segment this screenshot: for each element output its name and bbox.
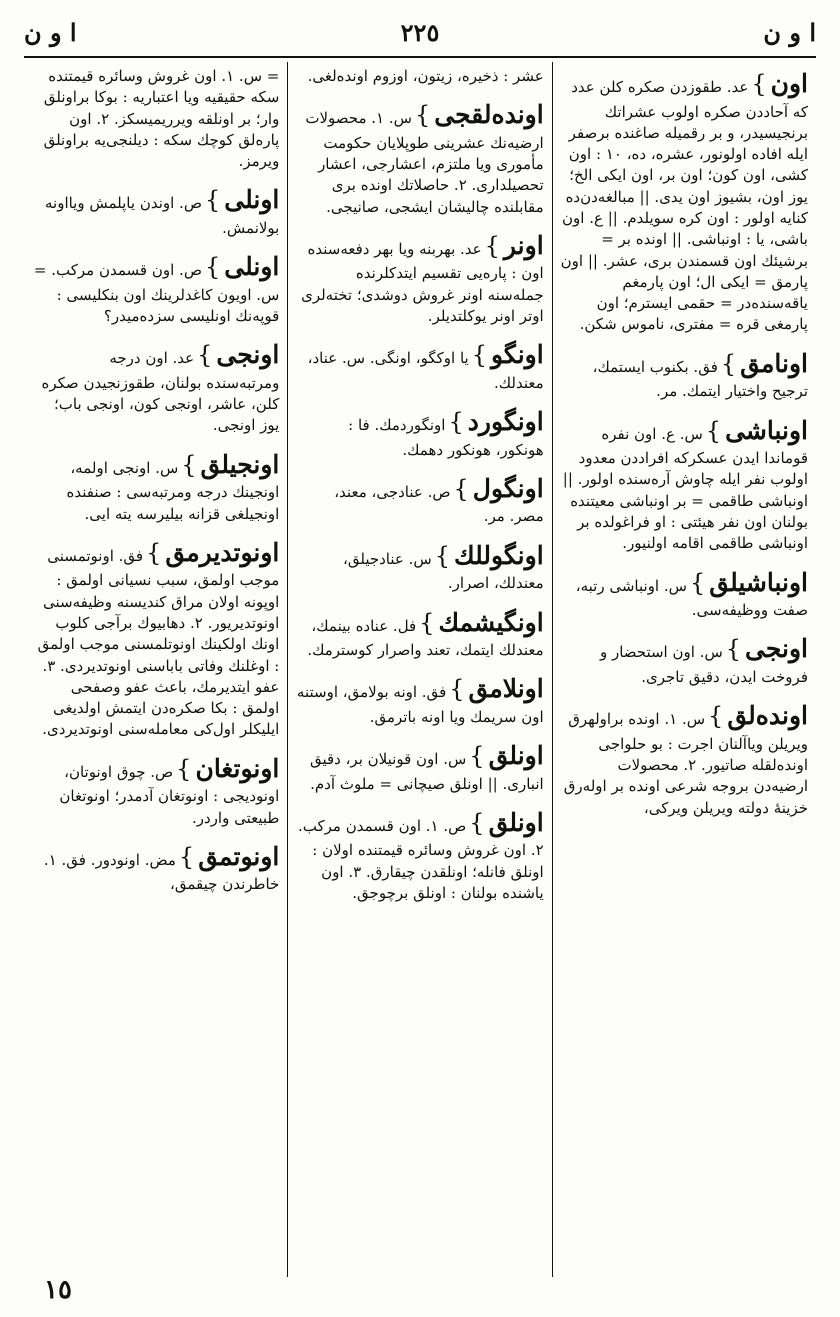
- entry-headword: اونلی: [224, 252, 280, 282]
- dictionary-entry: [32, 182, 279, 239]
- entry-definition: ص. اوندن یاپلمش ویااونه بولانمش.: [44, 194, 280, 237]
- entry-brace: }: [434, 541, 450, 570]
- column-middle: [288, 62, 552, 1277]
- entry-brace: }: [484, 231, 500, 260]
- page-number: ٢٢٥: [400, 17, 440, 47]
- entry-definition: س. اونباشی رتبه، صفت ووظیفه‌سی.: [575, 576, 808, 620]
- entry-headword: اونگول: [472, 473, 544, 503]
- entry-definition: یا اوکگو، اونگی. س. عناد، معندلك.: [307, 349, 544, 392]
- entry-headword: اونده‌لقجی: [434, 100, 544, 130]
- entry-headword: اونر: [503, 230, 544, 260]
- folio-number: ١٥: [44, 1275, 72, 1305]
- dictionary-entry: [296, 66, 543, 87]
- entry-definition: فق. اونه بولامق، اوستنه اون سریمك ویا اونه باترمق.: [296, 683, 544, 726]
- entry-definition: عشر : ذخیره، زیتون، اوزوم اونده‌لغی.: [307, 67, 544, 85]
- dictionary-entry: [32, 447, 279, 525]
- column-right: [553, 62, 816, 1277]
- entry-brace: }: [419, 608, 435, 637]
- entry-brace: }: [689, 568, 706, 597]
- entry-brace: }: [469, 808, 485, 837]
- entry-brace: }: [471, 341, 487, 370]
- entry-definition: س. ع. اون نفره قوماندا ایدن عسکرکه افراددن معدود اولوب نفر ایله چاوش آره‌سنده اولور. || اونباشی طاقمی = بر اونباشی معیتنده بولنان اون نفر هیئتی : او فراغولده بر اونباشی طاقمی اقامه اولنیور.: [562, 424, 808, 553]
- entry-definition: فق. اونوتمسنی موجب اولمق، سبب نسیانی اولمق : اوپونه اولان مراق کندیسنه وظیفه‌سنی اونوتدیریور. ٢. دهابیوك برآجی کلوب اونك اولکینك اونوتلمسنی موجب اولمق : اوغلنك وفاتی باباسنی اونوتدیردی. ٣. عفو ایتدیرمك، باعث عفو وصفحی اولمق : بکا صکره‌دن ایتمش اولدیغی ایلیکلر اول‌کی معامله‌سنی اونوتدیردی.: [37, 546, 280, 739]
- dictionary-entry: [561, 346, 808, 403]
- entry-headword: اونگوللك: [454, 540, 544, 570]
- entry-brace: }: [204, 186, 221, 215]
- entry-definition: فل. عناده بینمك، معندلك ایتمك، تعند واصرار کوسترمك.: [307, 616, 544, 660]
- running-header: [24, 14, 816, 50]
- entry-headword: اونجی: [745, 634, 808, 664]
- dictionary-entry: [32, 839, 279, 896]
- dictionary-entry: [296, 404, 543, 461]
- entry-headword: اونوتدیرمق: [165, 537, 280, 567]
- entry-definition: س. اون استحضار و فروخت ایدن، دقیق تاجری.: [599, 643, 808, 686]
- header-right-guide: ا و ن: [763, 17, 816, 47]
- entry-brace: }: [449, 675, 465, 704]
- column-left: [24, 62, 288, 1277]
- entry-brace: }: [178, 842, 195, 871]
- entry-definition: فق. بکنوب ایستمك، ترجیح واختیار ایتمك. مر.: [592, 357, 808, 401]
- dictionary-entry: [296, 805, 543, 904]
- entry-headword: اونلق: [488, 741, 544, 771]
- entry-headword: اونجی: [216, 340, 280, 370]
- entry-brace: }: [146, 538, 162, 567]
- entry-brace: }: [176, 754, 192, 783]
- header-rule: [24, 56, 816, 58]
- entry-brace: }: [705, 416, 722, 445]
- entry-brace: }: [181, 450, 197, 479]
- entry-definition: ص. ١. اون قسمدن مرکب. ٢. اون غروش وسائره قیمتنده اولان : اونلق فانله؛ اونلقدن چیقارق. ٣. اون یاشنده بولنان : اونلق برچوجق.: [297, 816, 544, 903]
- entry-brace: }: [414, 101, 431, 130]
- entry-brace: }: [197, 341, 213, 370]
- dictionary-entry: [296, 471, 543, 528]
- dictionary-entry: [32, 751, 279, 829]
- entry-definition: س. ١. محصولات ارضیه‌نك عشرینی طوپلایان حکومت مأموری ویا ملتزم، اعشارجی، اعشار تحصیلداری. ٢. حاصلاتك اونده بری مقابلنده چالیشان ایشجی، صانیجی.: [305, 109, 544, 216]
- entry-brace: }: [448, 408, 464, 437]
- entry-brace: }: [453, 474, 469, 503]
- entry-definition: عد. اون درجه ومرتبه‌سنده بولنان، طقوزنجیدن صکره کلن، عاشر، اونجی کون، اونجی باب؛ یوز اونجی.: [41, 349, 280, 435]
- dictionary-entry: [296, 671, 543, 728]
- entry-headword: اونده‌لق: [727, 701, 808, 731]
- dictionary-entry: [561, 66, 808, 336]
- entry-headword: اونلق: [488, 807, 544, 837]
- dictionary-entry: [561, 698, 808, 819]
- dictionary-entry: [32, 337, 279, 436]
- dictionary-entry: [32, 66, 279, 172]
- text-columns: [24, 62, 816, 1277]
- dictionary-entry: [296, 97, 543, 218]
- entry-definition: = س. ١. اون غروش وسائره قیمتنده سکه حقیقیه ویا اعتباریه : بوکا براونلق وار؛ بر اونلقه ویرریمیسکز. ٢. اون پاره‌لق کوچك سکه : دیلنجی‌یه براونلق ویرمز.: [43, 67, 280, 171]
- dictionary-entry: [32, 249, 279, 327]
- entry-headword: اونوتمق: [198, 841, 280, 871]
- dictionary-entry: [561, 631, 808, 688]
- entry-headword: اونلی: [224, 185, 280, 215]
- entry-definition: س. اونجی اولمه، اونجینك درجه ومرتبه‌سی : صنفنده اونجیلغی قزانه بیلیرسه یته ایی.: [66, 458, 280, 523]
- entry-brace: }: [708, 702, 724, 731]
- entry-headword: اونگیشمك: [438, 607, 544, 637]
- entry-definition: مض. اونودور. فق. ١. خاطرندن چیقمق،: [43, 850, 280, 894]
- entry-headword: اونباشی: [725, 415, 808, 445]
- entry-definition: ص. اون قسمدن مرکب. = س. اویون کاغدلرینك اون بنکلیسی : قوپه‌نك اونلیسی سزده‌میدر؟: [33, 261, 280, 326]
- dictionary-entry: [296, 605, 543, 662]
- dictionary-entry: [296, 538, 543, 595]
- entry-headword: اونامق: [740, 348, 808, 378]
- entry-headword: اونگو: [490, 340, 544, 370]
- header-left-guide: ا و ن: [24, 17, 77, 47]
- entry-brace: }: [725, 635, 742, 664]
- entry-definition: عد. طقوزدن صکره کلن عدد که آحاددن صکره اولوب عشراتك برنجیسیدر، و بر رقمیله صاغنده برصفر ایله افاده اولونور، عشره، ده، ١٠ : اون کشی، اون کون؛ اون بر، اون ایکی الخ؛ یوز اون، بشیوز اون یدی. || مبالغه‌دن‌ده کنایه اولور : اون کره سویلدم. || ع. اون باشی، یا : اونباشی. || اونده بر = برشیئك اون قسمندن بری، عشر. || اون پارمق = ایکی ال؛ اون پارمغم یاقه‌سنده‌در = حقمی ایسترم؛ اون پارمغی قره = مفتری، ناموس شکن.: [560, 78, 808, 334]
- dictionary-entry: [296, 228, 543, 327]
- entry-headword: اونوتغان: [195, 753, 280, 783]
- dictionary-entry: [296, 738, 543, 795]
- entry-brace: }: [751, 70, 767, 98]
- dictionary-entry: [561, 413, 808, 555]
- entry-definition: ص. عنادجی، معند، مصر. مر.: [334, 482, 544, 526]
- entry-definition: س. اون قونیلان بر، دقیق انباری. || اونلق صیچانی = ملوث آدم.: [309, 750, 544, 793]
- entry-headword: اونلامق: [468, 674, 544, 704]
- entry-headword: اونجیلق: [200, 449, 280, 479]
- entry-brace: }: [204, 253, 221, 282]
- entry-headword: اون: [770, 69, 808, 98]
- entry-brace: }: [469, 742, 485, 771]
- dictionary-entry: [561, 565, 808, 622]
- entry-brace: }: [720, 349, 737, 378]
- entry-definition: ص. چوق اونوتان، اونودیجی : اونوتغان آدمدر؛ اونوتغان طبیعتی واردر.: [59, 762, 280, 827]
- entry-headword: اونگورد: [467, 407, 544, 437]
- entry-headword: اونباشیلق: [709, 567, 808, 597]
- entry-definition: اونگوردمك. فا : هونکور، هونکور دهمك.: [348, 416, 544, 459]
- dictionary-entry: [32, 535, 279, 741]
- entry-definition: عد. بهربنه ویا بهر دفعه‌سنده اون : پاره‌یی تقسیم ایتدکلرنده جمله‌سنه اونر غروش دوشدی؛ تخته‌لری اوتر اونر یوکلتدیلر.: [301, 239, 544, 326]
- entry-definition: س. ١. اونده براولهرق ویریلن ویاآلنان اجرت : بو حلواجی اونده‌لقله صاتیور. ٢. محصولات ارضیه‌دن بروجه شرعی اونده بر اوله‌رق خزینهٔ دولته ویریلن ویرکی،: [563, 710, 808, 817]
- entry-definition: س. عنادجیلق، معندلك، اصرار.: [343, 549, 544, 593]
- dictionary-entry: [296, 337, 543, 394]
